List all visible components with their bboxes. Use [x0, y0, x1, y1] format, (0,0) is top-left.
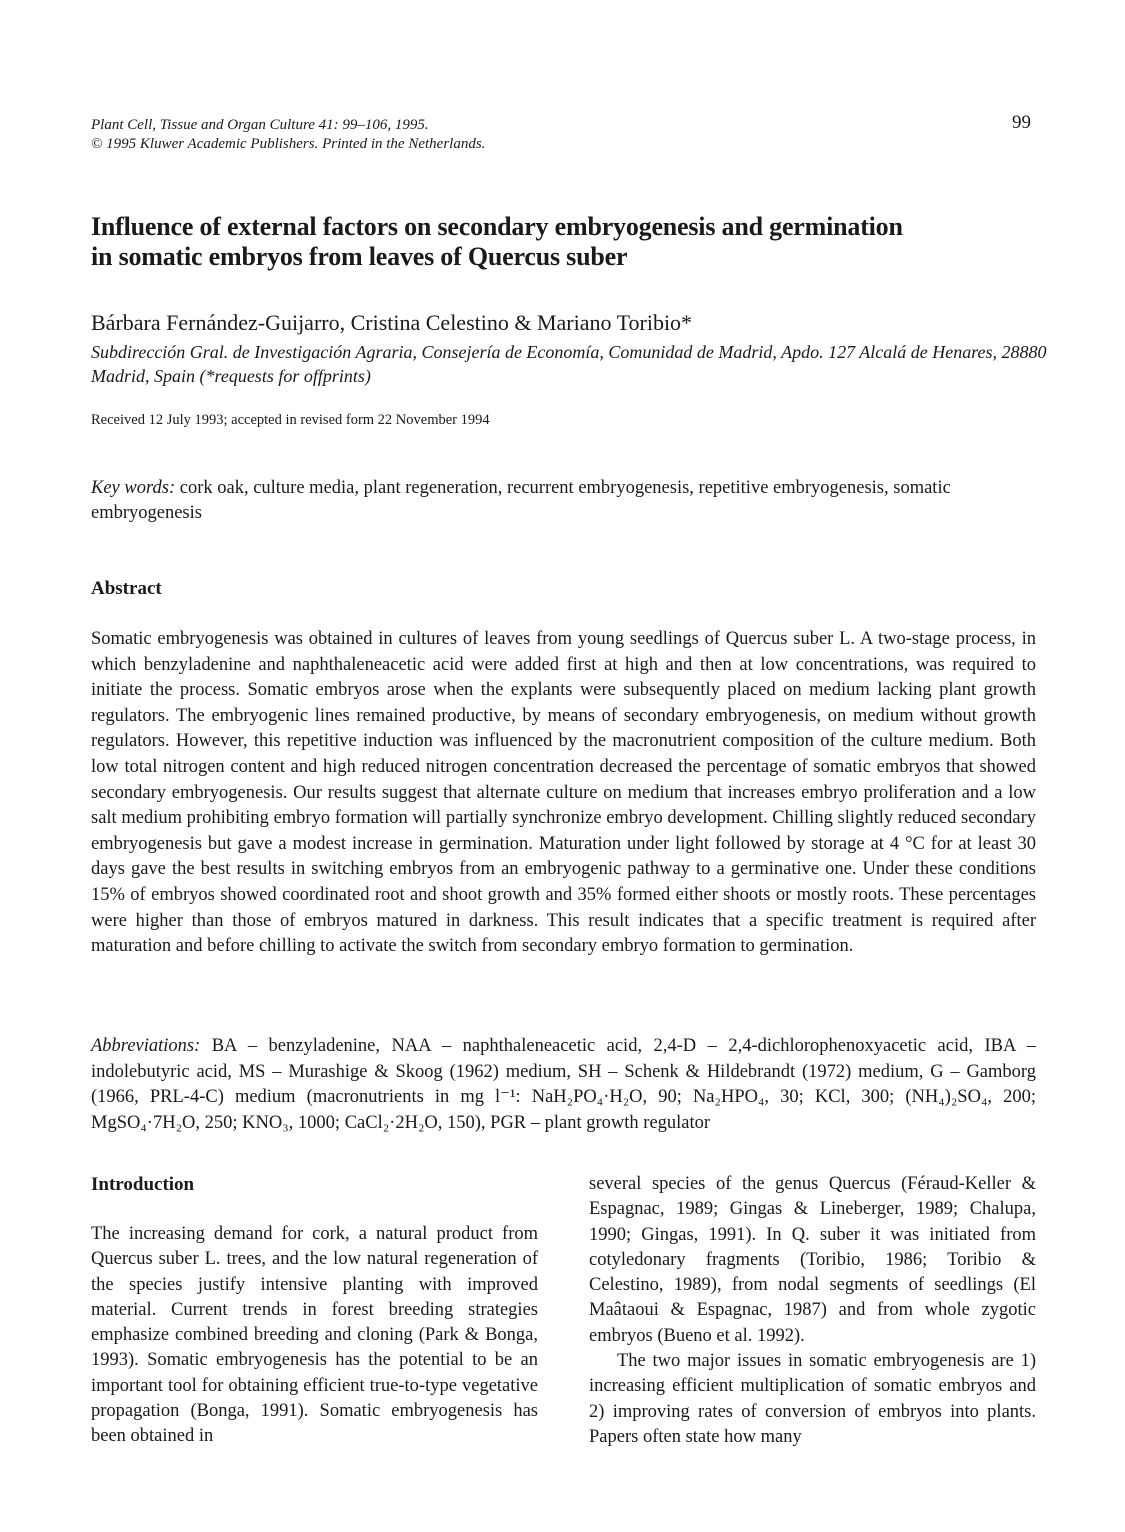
keywords — [91, 476, 1039, 526]
copyright-line: © 1995 Kluwer Academic Publishers. Printed in the Netherlands. — [91, 136, 486, 152]
abbreviations — [91, 1034, 1036, 1136]
author-list: Bárbara Fernández-Guijarro, Cristina Celestino & Mariano Toribio* — [91, 310, 693, 335]
right-column-paragraph-2: The two major issues in somatic embryogenesis are 1) increasing efficient multiplication of somatic embryos and 2) improving rates of conversion of embryos into plants. Papers often state how many — [589, 1351, 1036, 1447]
introduction-right-column — [589, 1172, 1036, 1450]
article-title — [91, 212, 1051, 272]
journal-line: Plant Cell, Tissue and Organ Culture 41: 99–106, 1995. — [91, 117, 429, 133]
received-date: Received 12 July 1993; accepted in revised form 22 November 1994 — [91, 412, 490, 428]
title-line-2: in somatic embryos from leaves of Quercus suber — [91, 242, 628, 271]
page-number: 99 — [1012, 112, 1031, 133]
affiliation: Subdirección Gral. de Investigación Agraria, Consejería de Economía, Comunidad de Madrid, Apdo. 127 Alcalá de Henares, 28880 Madrid, Spain (*requests for offprints) — [91, 342, 1047, 386]
keywords-text: cork oak, culture media, plant regeneration, recurrent embryogenesis, repetitive embryogenesis, somatic embryogenesis — [91, 478, 951, 523]
introduction-heading: Introduction — [91, 1174, 195, 1195]
abstract-heading: Abstract — [91, 578, 162, 599]
abbreviations-text: BA – benzyladenine, NAA – naphthaleneacetic acid, 2,4-D – 2,4-dichlorophenoxyacetic acid, IBA – indolebutyric acid, MS – Murashige & Skoog (1962) medium, SH – Schenk & Hildebrandt (1972) medium, G – Gamborg (1966, PRL-4-C) medium (macronutrients in mg l⁻¹: NaH₂PO₄·H₂O, 90; Na₂HPO₄, 30; KCl, 300; (NH₄)₂SO₄, 200; MgSO₄·7H₂O, 250; KNO₃, 1000; CaCl₂·2H₂O, 150), PGR – plant growth regulator — [91, 1036, 1036, 1133]
keywords-label: Key words: — [91, 478, 176, 498]
introduction-left-column: The increasing demand for cork, a natural product from Quercus suber L. trees, and the low natural regeneration of the species justify intensive planting with improved material. Current trends in forest breeding strategies emphasize combined breeding and cloning (Park & Bonga, 1993). Somatic embryogenesis has the potential to be an important tool for obtaining efficient true-to-type vegetative propagation (Bonga, 1991). Somatic embryogenesis has been obtained in — [91, 1224, 538, 1447]
title-line-1: Influence of external factors on secondary embryogenesis and germination — [91, 212, 903, 241]
abstract-text: Somatic embryogenesis was obtained in cultures of leaves from young seedlings of Quercus suber L. A two-stage process, in which benzyladenine and naphthaleneacetic acid were added first at high and then at low concentrations, was required to initiate the process. Somatic embryos arose when the explants were subsequently placed on medium lacking plant growth regulators. The embryogenic lines remained productive, by means of secondary embryogenesis, on medium without growth regulators. However, this repetitive induction was influenced by the macronutrient composition of the culture medium. Both low total nitrogen content and high reduced nitrogen concentration decreased the percentage of somatic embryos that showed secondary embryogenesis. Our results suggest that alternate culture on medium that increases embryo proliferation and a low salt medium prohibiting embryo formation will partially synchronize embryo development. Chilling slightly reduced secondary embryogenesis but gave a modest increase in germination. Maturation under light followed by storage at 4 °C for at least 30 days gave the best results in switching embryos from an embryogenic pathway to a germinative one. Under these conditions 15% of embryos showed coordinated root and shoot growth and 35% formed either shoots or mostly roots. These percentages were higher than those of embryos matured in darkness. This result indicates that a specific treatment is required after maturation and before chilling to activate the switch from secondary embryo formation to germination. — [91, 629, 1036, 957]
right-column-paragraph-1: several species of the genus Quercus (Féraud-Keller & Espagnac, 1989; Gingas & Lineberger, 1989; Chalupa, 1990; Gingas, 1991). In Q. suber it was initiated from cotyledonary fragments (Toribio, 1986; Toribio & Celestino, 1989), from nodal segments of seedlings (El Maâtaoui & Espagnac, 1987) and from whole zygotic embryos (Bueno et al. 1992). — [589, 1174, 1036, 1346]
abbreviations-label: Abbreviations: — [91, 1036, 201, 1056]
journal-citation — [91, 116, 485, 154]
